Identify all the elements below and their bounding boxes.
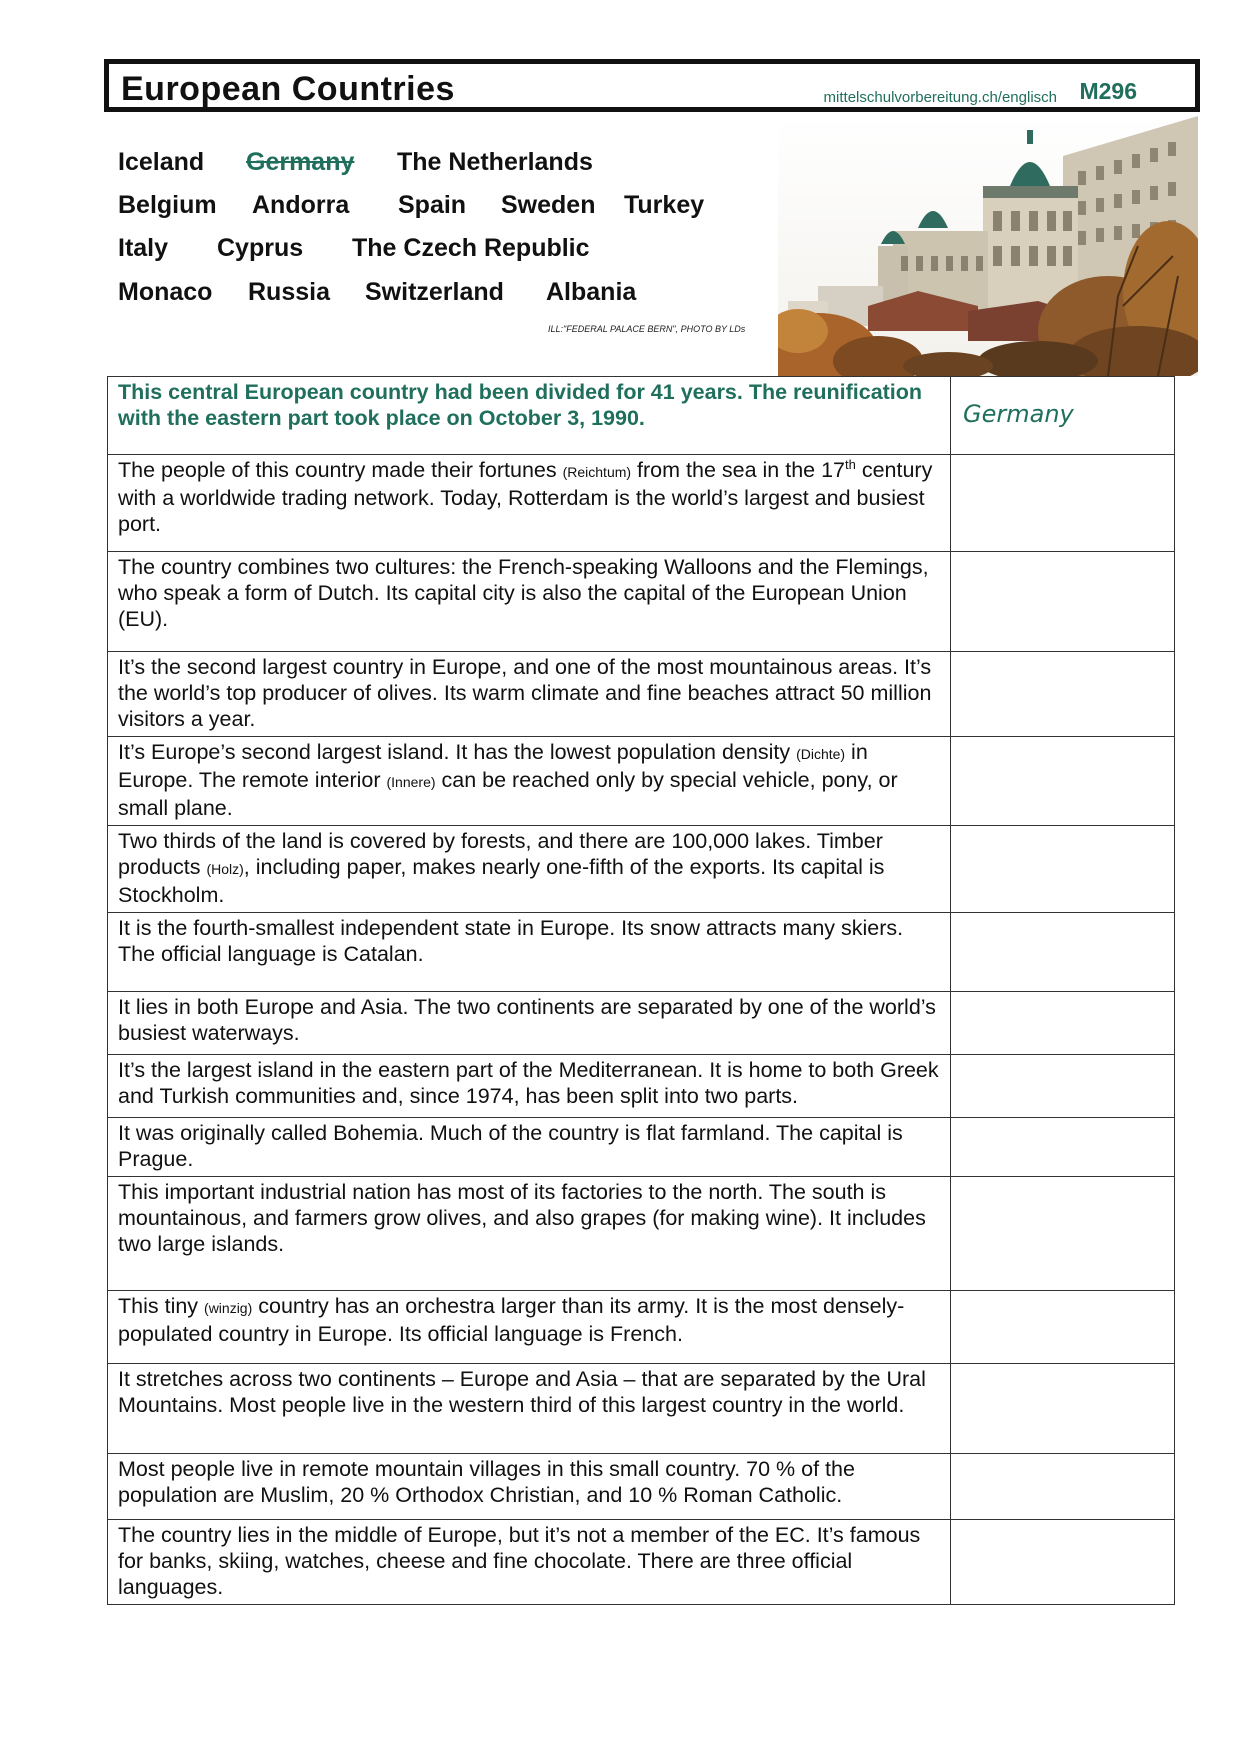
page-title: European Countries [121, 70, 455, 108]
clue-cell: This central European country had been divided for 41 years. The reunification with the eastern part took place on October 3, 1990. [108, 377, 951, 455]
clue-row [108, 455, 1175, 552]
clue-text: This important industrial nation has most of its factories to the north. The south is mountainous, and farmers grow olives, and also grapes (for making wine). It includes two large islands. [118, 1180, 926, 1256]
clue-row [108, 1177, 1175, 1291]
clue-text: from the sea in the 17 [631, 458, 845, 482]
example-row [108, 377, 1175, 455]
clue-cell [108, 1364, 951, 1454]
clue-cell [108, 913, 951, 992]
clue-text: It was originally called Bohemia. Much of the country is flat farmland. The capital is Prague. [118, 1121, 903, 1171]
clue-cell [108, 455, 951, 552]
word-bank-item: Italy [118, 234, 169, 262]
clue-cell [108, 1454, 951, 1520]
clue-row [108, 1520, 1175, 1605]
clue-row [108, 737, 1175, 826]
clue-text: It’s the largest island in the eastern part of the Mediterranean. It is home to both Greek and Turkish communities and, since 1974, has been split into two parts. [118, 1058, 939, 1108]
clue-cell [108, 992, 951, 1055]
clue-text: Two thirds of the land is covered by forests, and there are 100,000 lakes. Timber products [118, 829, 883, 879]
word-bank-item: Switzerland [365, 278, 504, 306]
clue-text: It stretches across two continents – Europe and Asia – that are separated by the Ural Mountains. Most people live in the western third of this largest country in the world. [118, 1367, 926, 1417]
answer-cell[interactable] [951, 1291, 1175, 1364]
answer-cell[interactable] [951, 552, 1175, 652]
word-bank-item: Sweden [501, 191, 596, 219]
german-gloss: (Innere) [386, 774, 436, 790]
clue-row [108, 992, 1175, 1055]
clue-table [107, 376, 1175, 1605]
answer-cell[interactable] [951, 1055, 1175, 1118]
answer-cell[interactable] [951, 992, 1175, 1055]
clue-row [108, 1291, 1175, 1364]
answer-cell[interactable] [951, 455, 1175, 552]
word-bank-item-used: Germany [246, 148, 355, 176]
clue-cell [108, 552, 951, 652]
german-gloss: (winzig) [204, 1300, 253, 1316]
title-box [104, 59, 1200, 112]
clue-row [108, 913, 1175, 992]
answer-cell[interactable] [951, 1177, 1175, 1291]
word-bank-item: Belgium [118, 191, 217, 219]
clue-text: , including paper, makes nearly one-fifth of the exports. Its capital is Stockholm. [118, 855, 885, 907]
german-gloss: (Holz) [206, 861, 244, 877]
word-bank-item: Turkey [624, 191, 705, 219]
clue-text: This tiny [118, 1294, 205, 1318]
word-bank-item: Iceland [118, 148, 205, 176]
clue-text: It is the fourth-smallest independent state in Europe. Its snow attracts many skiers. The official language is Catalan. [118, 916, 904, 966]
clue-row [108, 826, 1175, 913]
word-bank-item: Cyprus [217, 234, 304, 262]
word-bank-item: Albania [546, 278, 637, 306]
clue-cell [108, 652, 951, 737]
clue-text: The people of this country made their fortunes [118, 458, 563, 482]
german-gloss: (Dichte) [796, 746, 846, 762]
answer-cell[interactable] [951, 737, 1175, 826]
clue-text: in Europe. The remote interior [118, 740, 868, 792]
answer-cell[interactable] [951, 1118, 1175, 1177]
answer-cell[interactable] [951, 1520, 1175, 1605]
clue-row [108, 1118, 1175, 1177]
clue-row [108, 1055, 1175, 1118]
answer-cell[interactable] [951, 377, 1175, 455]
clue-cell [108, 1118, 951, 1177]
german-gloss: (Reichtum) [562, 464, 632, 480]
clue-text: Most people live in remote mountain villages in this small country. 70 % of the population are Muslim, 20 % Orthodox Christian, and 10 % Roman Catholic. [118, 1457, 855, 1507]
clue-text: century with a worldwide trading network. Today, Rotterdam is the world’s largest and busiest port. [118, 458, 933, 536]
clue-text: country has an orchestra larger than its army. It is the most densely-populated country in Europe. Its official language is French. [118, 1294, 905, 1346]
word-bank-item: Monaco [118, 278, 213, 306]
clue-text: It’s the second largest country in Europe, and one of the most mountainous areas. It’s the world’s top producer of olives. Its warm climate and fine beaches attract 50 million visitors a year. [118, 655, 932, 731]
word-bank-item: Russia [248, 278, 330, 306]
example-answer: Germany [963, 400, 1074, 428]
clue-row [108, 1364, 1175, 1454]
clue-row [108, 1454, 1175, 1520]
answer-cell[interactable] [951, 1364, 1175, 1454]
clue-text: The country combines two cultures: the French-speaking Walloons and the Flemings, who speak a form of Dutch. Its capital city is also the capital of the European Union (EU). [118, 555, 929, 631]
clue-text: The country lies in the middle of Europe, but it’s not a member of the EC. It’s famous for banks, skiing, watches, cheese and fine chocolate. There are three official languages. [118, 1523, 921, 1599]
answer-cell[interactable] [951, 913, 1175, 992]
clue-cell [108, 1291, 951, 1364]
source-website: mittelschulvorbereitung.ch/englisch [823, 89, 1057, 106]
ordinal-suffix: th [845, 456, 856, 472]
clue-text: It’s Europe’s second largest island. It has the lowest population density [118, 740, 797, 764]
clue-text: It lies in both Europe and Asia. The two continents are separated by one of the world’s busiest waterways. [118, 995, 936, 1045]
clue-row [108, 552, 1175, 652]
clue-row [108, 652, 1175, 737]
worksheet-code: M296 [1079, 78, 1137, 104]
photo-credit: ILL:"FEDERAL PALACE BERN", PHOTO BY LDs [548, 324, 746, 334]
word-bank-item: The Czech Republic [352, 234, 590, 262]
clue-cell [108, 1520, 951, 1605]
answer-cell[interactable] [951, 1454, 1175, 1520]
clue-cell [108, 737, 951, 826]
word-bank-item: Andorra [252, 191, 350, 219]
answer-cell[interactable] [951, 652, 1175, 737]
clue-text: can be reached only by special vehicle, pony, or small plane. [118, 768, 898, 820]
federal-palace-photo [778, 116, 1198, 376]
clue-cell [108, 1055, 951, 1118]
clue-cell [108, 1177, 951, 1291]
answer-cell[interactable] [951, 826, 1175, 913]
clue-cell [108, 826, 951, 913]
word-bank-item: Spain [398, 191, 467, 219]
word-bank-item: The Netherlands [397, 148, 593, 176]
